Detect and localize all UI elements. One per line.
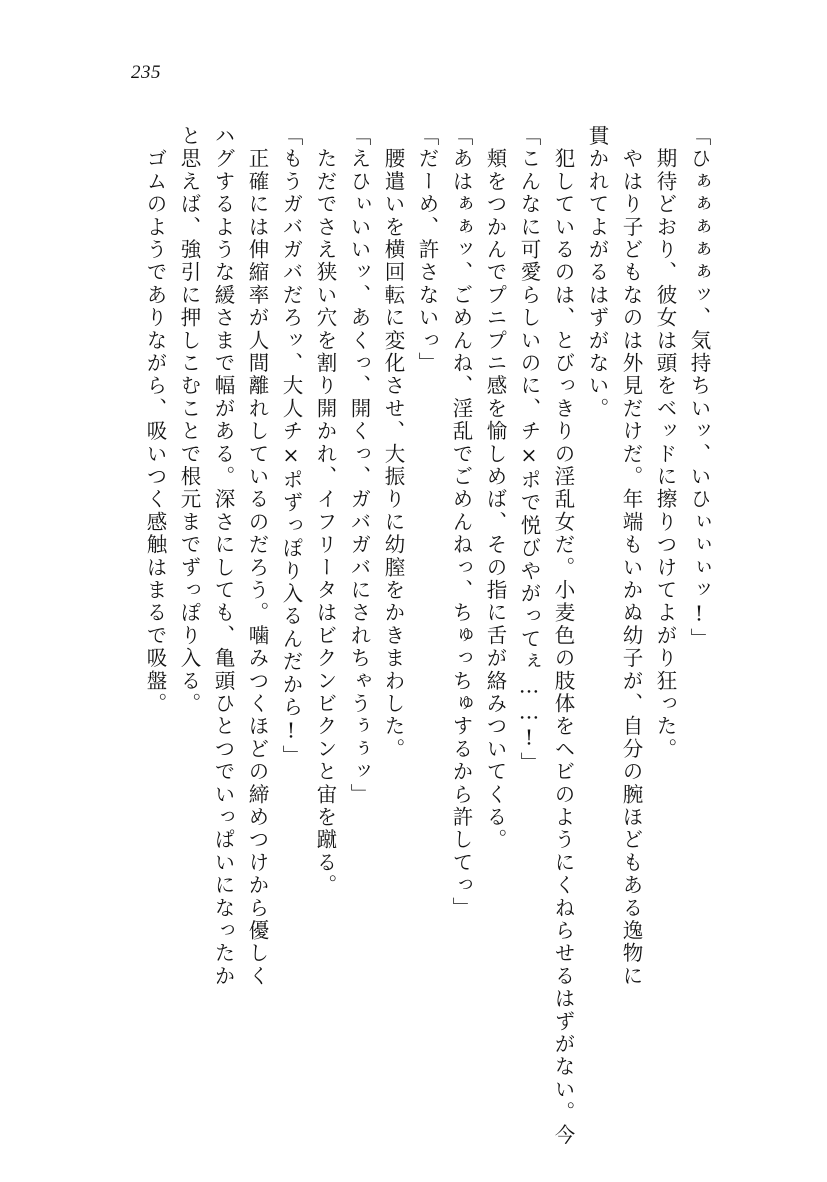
page-number: 235 xyxy=(131,62,161,83)
text-line: ゴムのようでありながら、吸いつく感触はまるで吸盤。 xyxy=(143,125,167,716)
text-line: 期待どおり、彼女は頭をベッドに擦りつけてよがり狂った。 xyxy=(653,125,677,761)
text-line: 「だーめ、許さないっ」 xyxy=(415,125,439,375)
text-line: 「えひぃいいッ、あくっ、開くっ、ガバガバにされちゃうぅぅッ」 xyxy=(347,125,371,806)
text-line: ただでさえ狭い穴を割り開かれ、イフリータはビクンビクンと宙を蹴る。 xyxy=(313,125,337,897)
text-line: やはり子どもなのは外見だけだ。年端もいかぬ幼子が、自分の腕ほどもある逸物に xyxy=(619,125,643,988)
text-line: ハグするような緩さまで幅がある。深さにしても、亀頭ひとつでいっぱいになったか xyxy=(211,125,235,988)
text-line: 「もうガバガバだろッ、大人チ×ポずっぽり入るんだから!」 xyxy=(279,125,303,768)
text-line: 犯しているのは、とびっきりの淫乱女だ。小麦色の肢体をヘビのようにくねらせるはずがない。今 xyxy=(551,125,575,1147)
page-text-body xyxy=(95,125,711,1147)
text-line: 「あはぁぁッ、ごめんね、淫乱でごめんねっ、ちゅっちゅするから許してっ」 xyxy=(449,125,473,920)
text-line: 頬をつかんでプニプニ感を愉しめば、その指に舌が絡みついてくる。 xyxy=(483,125,507,852)
text-line: 腰遣いを横回転に変化させ、大振りに幼膣をかきまわした。 xyxy=(381,125,405,761)
text-line: 貫かれてよがるはずがない。 xyxy=(585,125,609,421)
text-line: 「ひぁぁぁぁぁッ、気持ちいッ、いひぃぃぃッ!」 xyxy=(687,125,711,651)
text-line: 正確には伸縮率が人間離れしているのだろう。噛みつくほどの締めつけから優しく xyxy=(245,125,269,988)
text-line: と思えば、強引に押しこむことで根元までずっぽり入る。 xyxy=(177,125,201,716)
text-line: 「こんなに可愛らしいのに、チ×ポで悦びやがってぇ……!」 xyxy=(517,125,541,775)
